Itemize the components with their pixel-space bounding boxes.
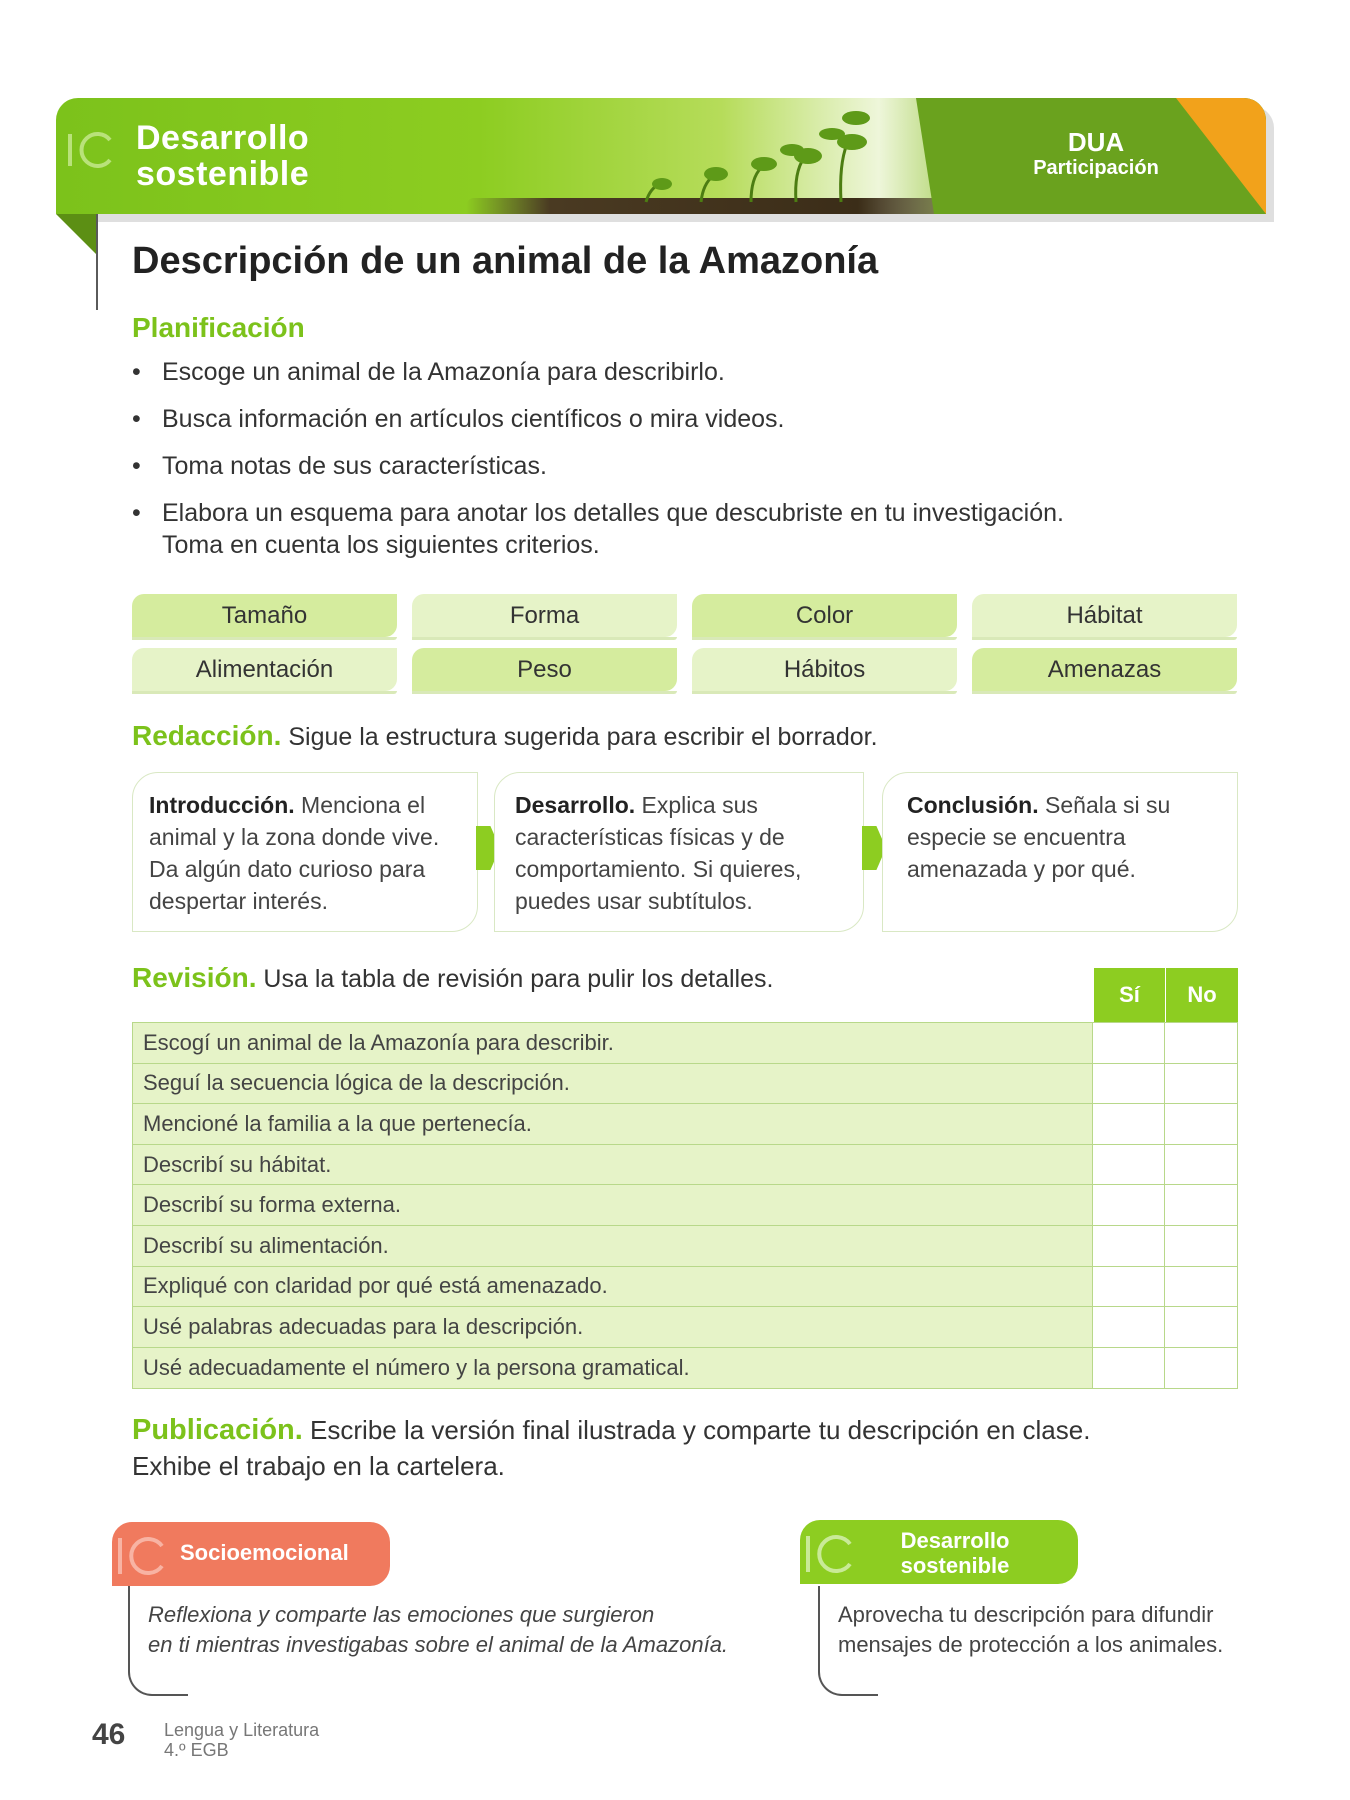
row-criterion: Usé palabras adecuadas para la descripción.: [133, 1307, 1093, 1347]
label-line1: Desarrollo: [900, 1528, 1010, 1553]
checkbox-no[interactable]: [1165, 1104, 1237, 1144]
step-title: Desarrollo.: [515, 792, 636, 818]
criterion-forma: Forma: [412, 594, 677, 637]
criterion-tamano: Tamaño: [132, 594, 397, 637]
table-row: [133, 1267, 1237, 1308]
checkbox-no[interactable]: [1165, 1348, 1237, 1389]
checkbox-no[interactable]: [1165, 1307, 1237, 1347]
subject-name: Lengua y Literatura: [164, 1720, 320, 1740]
dua-title: DUA: [1067, 127, 1125, 157]
desarrollo-sostenible-note: [838, 1600, 1258, 1660]
step-text: Explica sus características físicas y de comportamiento. Si quieres, puedes usar subtítulos.: [515, 792, 802, 914]
publicacion-text: Escribe la versión final ilustrada y comparte tu descripción en clase.: [302, 1415, 1091, 1445]
note-line1: Reflexiona y comparte las emociones que surgieron: [148, 1602, 655, 1627]
ic-logo-icon: [800, 1532, 858, 1576]
note-line2: mensajes de protección a los animales.: [838, 1632, 1224, 1657]
publicacion-label: Publicación.: [132, 1414, 303, 1446]
criterion-peso: Peso: [412, 648, 677, 691]
checkbox-si[interactable]: [1093, 1104, 1165, 1144]
redaccion-heading: [132, 720, 878, 752]
socioemocional-tag: [112, 1522, 390, 1586]
note-line1: Aprovecha tu descripción para difundir: [838, 1602, 1214, 1627]
margin-line: [96, 214, 98, 310]
table-row: [133, 1023, 1237, 1064]
criterion-amenazas: Amenazas: [972, 648, 1237, 691]
redaccion-label: Redacción.: [132, 720, 282, 751]
label-line2: sostenible: [900, 1553, 1010, 1578]
criterion-alimentacion: Alimentación: [132, 648, 397, 691]
checkbox-si[interactable]: [1093, 1064, 1165, 1104]
planificacion-heading: Planificación: [132, 312, 305, 343]
checkbox-si[interactable]: [1093, 1185, 1165, 1225]
table-row: [133, 1307, 1237, 1348]
row-criterion: Usé adecuadamente el número y la persona gramatical.: [133, 1348, 1093, 1389]
checkbox-si[interactable]: [1093, 1226, 1165, 1266]
step-text: Señala si su especie se encuentra amenazada y por qué.: [907, 792, 1171, 882]
banner-title-line2: sostenible: [136, 155, 310, 193]
row-criterion: Seguí la secuencia lógica de la descripción.: [133, 1064, 1093, 1104]
ic-logo-icon: [62, 128, 118, 172]
page-number: 46: [92, 1718, 126, 1751]
criterion-habitat: Hábitat: [972, 594, 1237, 637]
footer-subject: [164, 1720, 319, 1760]
checkbox-si[interactable]: [1093, 1348, 1165, 1389]
banner-title: [136, 120, 309, 192]
row-criterion: Escogí un animal de la Amazonía para describir.: [133, 1023, 1093, 1063]
ic-logo-icon: [112, 1534, 170, 1578]
banner-fold: [56, 214, 96, 254]
checkbox-si[interactable]: [1093, 1023, 1165, 1063]
row-criterion: Mencioné la familia a la que pertenecía.: [133, 1104, 1093, 1144]
table-row: [133, 1145, 1237, 1186]
step-text: Menciona el animal y la zona donde vive. Da algún dato curioso para despertar interés.: [149, 792, 440, 914]
table-header: [1094, 968, 1238, 1022]
checkbox-no[interactable]: [1165, 1023, 1237, 1063]
checkbox-si[interactable]: [1093, 1145, 1165, 1185]
step-desarrollo: [494, 772, 864, 932]
row-criterion: Describí su hábitat.: [133, 1145, 1093, 1185]
sprouts-illustration: [496, 98, 966, 208]
section-banner: [56, 98, 1266, 214]
socioemocional-note: [148, 1600, 748, 1660]
revision-label: Revisión.: [132, 962, 257, 993]
checkbox-no[interactable]: [1165, 1267, 1237, 1307]
column-header-si: Sí: [1094, 968, 1166, 1022]
list-item: • Elabora un esquema para anotar los detalles que descubriste en tu investigación. Toma en cuenta los siguientes criterios.: [132, 497, 1112, 561]
table-row: [133, 1226, 1237, 1267]
revision-text: Usa la tabla de revisión para pulir los detalles.: [256, 965, 774, 993]
checkbox-si[interactable]: [1093, 1267, 1165, 1307]
banner-title-line1: Desarrollo: [136, 119, 310, 157]
table-row: [133, 1185, 1237, 1226]
planificacion-list: [132, 356, 1132, 576]
step-title: Conclusión.: [907, 792, 1039, 818]
row-criterion: Expliqué con claridad por qué está amenazado.: [133, 1267, 1093, 1307]
dua-subtitle: Participación: [1033, 157, 1159, 179]
step-conclusion: [882, 772, 1238, 932]
checkbox-no[interactable]: [1165, 1226, 1237, 1266]
list-item: • Toma notas de sus características.: [132, 450, 1132, 482]
step-title: Introducción.: [149, 792, 295, 818]
table-body: [132, 1022, 1238, 1389]
criterion-habitos: Hábitos: [692, 648, 957, 691]
publicacion-section: [132, 1412, 1182, 1484]
revision-heading: [132, 962, 773, 994]
publicacion-line2: Exhibe el trabajo en la cartelera.: [132, 1451, 505, 1481]
note-line2: en ti mientras investigabas sobre el animal de la Amazonía.: [148, 1632, 729, 1657]
row-criterion: Describí su forma externa.: [133, 1185, 1093, 1225]
column-header-no: No: [1166, 968, 1238, 1022]
checkbox-si[interactable]: [1093, 1307, 1165, 1347]
step-introduccion: [132, 772, 478, 932]
table-row: [133, 1104, 1237, 1145]
row-criterion: Describí su alimentación.: [133, 1226, 1093, 1266]
desarrollo-sostenible-label: [860, 1528, 1050, 1578]
checkbox-no[interactable]: [1165, 1064, 1237, 1104]
socioemocional-label: Socioemocional: [180, 1540, 349, 1565]
publicacion-line1: [132, 1412, 1182, 1448]
list-item: • Busca información en artículos científicos o mira videos.: [132, 403, 1132, 435]
criteria-grid: [132, 594, 1236, 691]
dua-label: [1006, 128, 1186, 180]
grade-name: 4.º EGB: [164, 1740, 229, 1760]
table-row: [133, 1348, 1237, 1389]
table-row: [133, 1064, 1237, 1105]
redaccion-text: Sigue la estructura sugerida para escribir el borrador.: [281, 723, 878, 751]
list-item: • Escoge un animal de la Amazonía para describirlo.: [132, 356, 1132, 388]
desarrollo-sostenible-tag: [800, 1520, 1078, 1584]
criterion-color: Color: [692, 594, 957, 637]
checkbox-no[interactable]: [1165, 1185, 1237, 1225]
checkbox-no[interactable]: [1165, 1145, 1237, 1185]
page-title: Descripción de un animal de la Amazonía: [132, 240, 879, 282]
